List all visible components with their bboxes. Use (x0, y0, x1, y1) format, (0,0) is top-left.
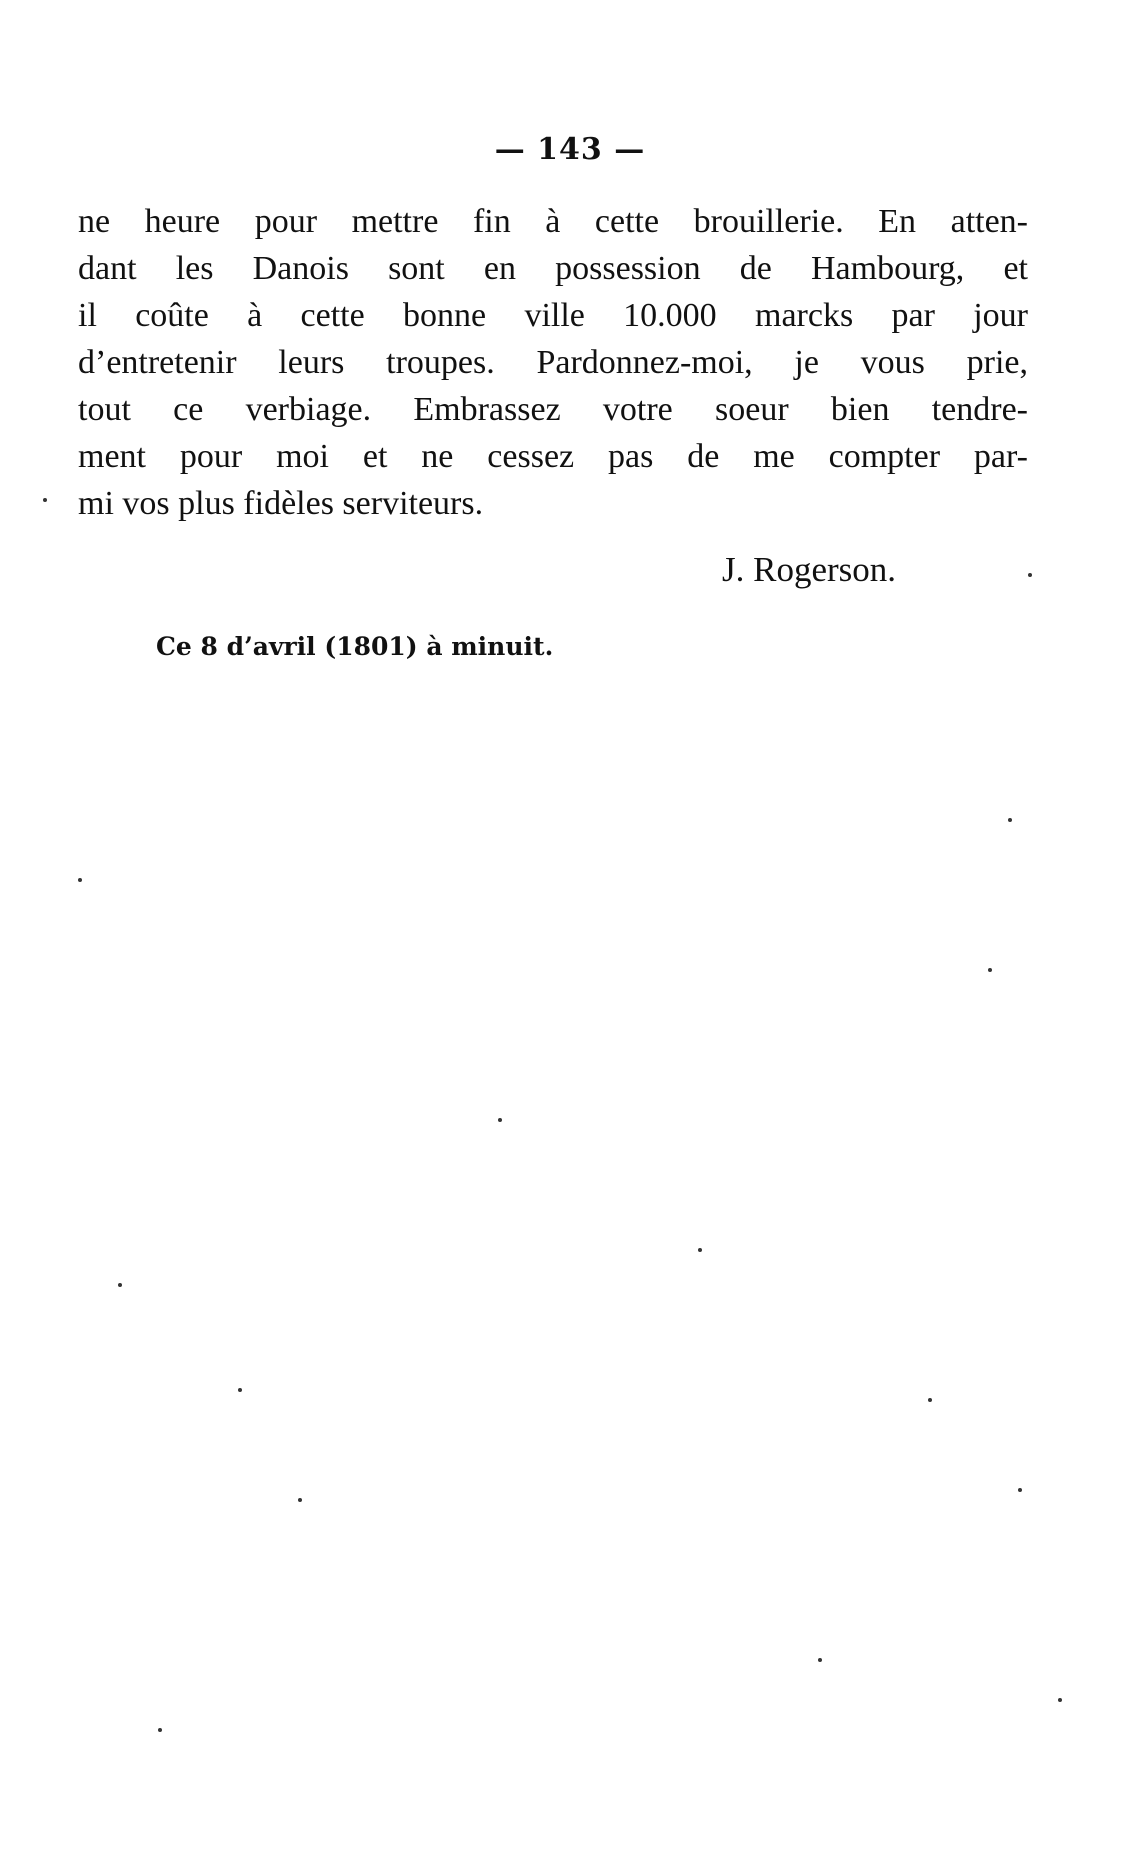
text-line: dant les Danois sont en possession de Hambourg, et (78, 250, 1028, 287)
page-number: — 143 — (494, 132, 646, 167)
text-line: d’entretenir leurs troupes. Pardonnez-moi, je vous prie, (78, 344, 1028, 381)
text-line: ment pour moi et ne cessez pas de me compter par- (78, 438, 1028, 475)
text-line: mi vos plus fidèles serviteurs. (78, 485, 484, 522)
text-line: il coûte à cette bonne ville 10.000 marcks par jour (78, 297, 1028, 334)
text-line: tout ce verbiage. Embrassez votre soeur bien tendre- (78, 391, 1028, 428)
dateline: Ce 8 d’avril (1801) à minuit. (156, 632, 554, 661)
text-line: ne heure pour mettre fin à cette brouillerie. En atten- (78, 203, 1028, 240)
signature: J. Rogerson. (722, 550, 897, 589)
